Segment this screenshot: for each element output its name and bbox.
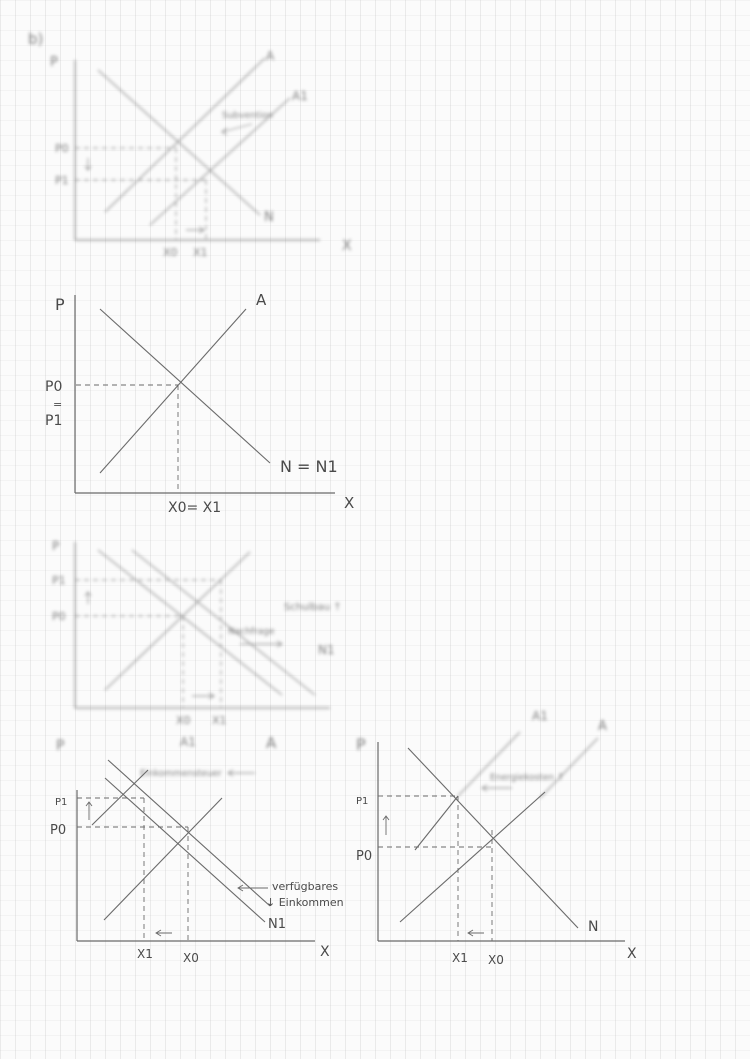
p0-label: P0: [45, 379, 63, 395]
x0-label: X0: [488, 953, 504, 967]
diagram-2-svg: [0, 265, 750, 530]
p1-label: P1: [45, 413, 63, 429]
diagram-5: [0, 700, 750, 1030]
new-demand-label: N1: [318, 643, 335, 657]
price-axis-label: P: [356, 735, 366, 754]
x1-label: X1: [193, 246, 208, 259]
shift-arrow: [222, 124, 252, 135]
p1-label: P1: [55, 174, 69, 187]
p0-label: P0: [356, 849, 373, 864]
income-note-1: verfügbares: [272, 880, 339, 893]
diagram-2: [0, 265, 750, 530]
p0-label: P0: [50, 823, 67, 838]
price-up-arrow: [383, 816, 389, 835]
new-demand-curve: [132, 550, 315, 695]
price-axis-label: P: [52, 539, 60, 553]
quantity-axis-label: X: [344, 494, 355, 512]
price-axis-label: P: [56, 738, 65, 754]
income-note-2: ↓ Einkommen: [266, 896, 344, 909]
x0-label: X0: [163, 246, 178, 259]
p-equals-sign: =: [53, 398, 63, 411]
demand-label: N: [588, 919, 599, 935]
quantity-right-arrow: [192, 693, 214, 699]
diagram-1: [0, 0, 750, 265]
supply-upper: [540, 738, 598, 798]
p1-label: P1: [52, 574, 66, 587]
note-nachfrage: Nachfrage: [228, 627, 275, 637]
x1-label: X1: [137, 947, 153, 961]
demand-curve: [98, 550, 282, 695]
supply-shift-arrow: [482, 785, 512, 791]
new-supply-upper: [458, 732, 520, 796]
p1-label: P1: [55, 797, 68, 808]
new-supply-label: A1: [532, 709, 548, 723]
price-up-arrow: [85, 592, 91, 604]
supply-label: A: [266, 49, 275, 63]
p1-label: P1: [356, 796, 369, 807]
demand-curve: [98, 70, 260, 215]
price-axis-label: P: [50, 55, 58, 70]
x1-label: X1: [452, 951, 468, 965]
x0-label: X0: [183, 951, 199, 965]
supply-curve: [400, 792, 545, 922]
part-label: b): [28, 30, 44, 48]
supply-label: A: [598, 719, 607, 734]
x-equal-label: X0= X1: [168, 500, 222, 516]
price-axis-label: P: [55, 295, 65, 314]
diagram-5-svg: [0, 700, 750, 1030]
demand-shift-arrow: [240, 641, 282, 647]
price-down-arrow: [85, 158, 91, 170]
quantity-right-arrow: [186, 227, 204, 233]
new-supply-label: A1: [180, 735, 196, 749]
x1-label: X1: [212, 714, 227, 727]
p0-label: P0: [55, 142, 69, 155]
quantity-axis-label: X: [627, 946, 637, 962]
note-schulbau: Schulbau ↑: [284, 602, 342, 613]
new-supply-curve: [415, 796, 458, 850]
x0-label: X0: [176, 714, 191, 727]
demand-label: N = N1: [280, 457, 338, 476]
quantity-axis-label: X: [342, 238, 352, 254]
diagram-5-blurred-top: [356, 709, 607, 798]
supply-label: A: [256, 291, 267, 309]
demand-curve: [100, 309, 270, 463]
supply-curve: [100, 309, 246, 473]
shift-note: Subvention: [222, 111, 273, 121]
tax-note: Einkommensteuer: [140, 769, 222, 779]
quantity-axis-label: X: [320, 944, 330, 960]
quantity-left-arrow: [468, 930, 484, 936]
new-supply-label: A1: [292, 89, 308, 103]
new-demand-label: N1: [268, 917, 286, 932]
diagram-1-svg: [0, 0, 750, 265]
p0-label: P0: [52, 610, 66, 623]
supply-label: A: [266, 734, 277, 752]
energy-note: Energiekosten ↑: [490, 773, 565, 783]
supply-curve: [105, 58, 265, 212]
demand-label: N: [264, 210, 274, 225]
